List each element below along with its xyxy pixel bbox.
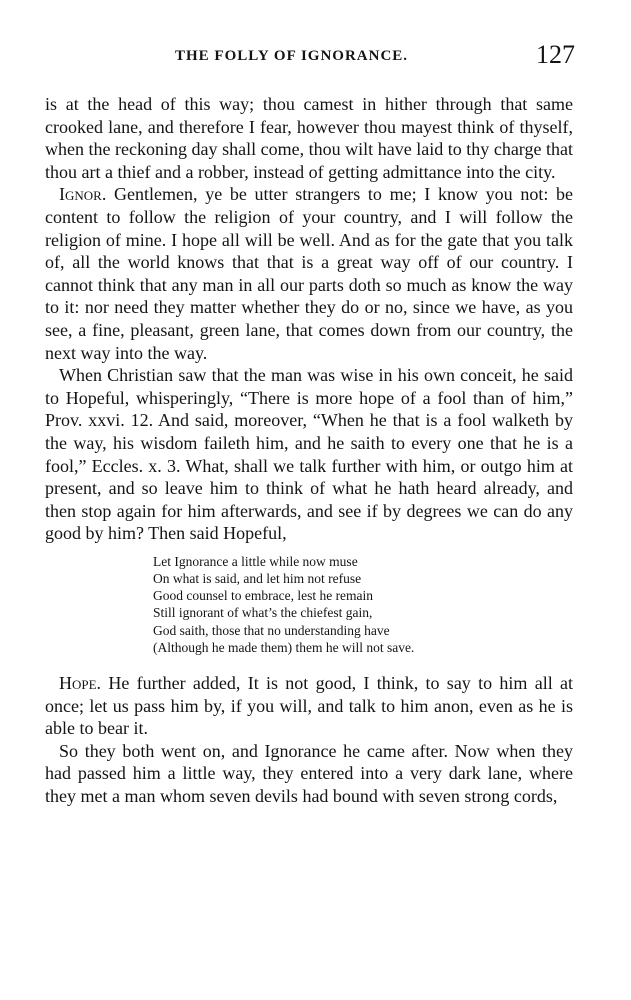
paragraph-1: is at the head of this way; thou camest in hither through that same crooked lane, and therefore I fear, however thou mayest think of thyself, when the reckoning day shall come, thou wilt have laid to thy charge that thou art a thief and a robber, instead of getting admittance into the city. (45, 94, 573, 182)
verse-line: On what is said, and let him not refuse (153, 571, 362, 587)
paragraph-2 (45, 183, 573, 364)
paragraph-2-text: Gentlemen, ye be utter strangers to me; I know you not: be content to follow the religion of your country, and I will follow the religion of mine. I hope all will be well. And as for the gate that you talk of, all the world knows that that is a great way off of our country. I cannot think that any man in all our parts doth so much as know the way to it: nor need they matter whether they do or no, since we have, as you see, a fine, pleasant, green lane, that comes down from our country, the next way into the way. (45, 184, 573, 363)
verse-line: God saith, those that no understanding have (153, 622, 390, 638)
speaker-hope: Hope. (59, 673, 102, 694)
body-text (45, 93, 573, 808)
page-number: 127 (536, 40, 575, 69)
paragraph-3: When Christian saw that the man was wise in his own conceit, he said to Hopeful, whisperingly, “There is more hope of a fool than of him,” Prov. xxvi. 12. And said, moreover, “When he that is a fool walketh by the way, his wisdom faileth him, and he saith to every one that he is a fool,” Eccles. x. 3. What, shall we talk further with him, or outgo him at present, and so leave him to think of what he hath heard already, and then stop again for him afterwards, and see if by degrees we can do any good by him? Then said Hopeful, (45, 365, 573, 544)
page-header (45, 40, 575, 76)
verse-line: Still ignorant of what’s the chiefest gain, (153, 605, 373, 621)
paragraph-4 (45, 672, 573, 740)
paragraph-5: So they both went on, and Ignorance he came after. Now when they had passed him a little way, they entered into a very dark lane, where they met a man whom seven devils had bound with seven strong cords, (45, 740, 573, 807)
running-title: THE FOLLY OF IGNORANCE. (175, 48, 409, 64)
verse-line: (Although he made them) them he will not save. (153, 639, 415, 655)
verse-block (153, 553, 573, 656)
verse-line: Let Ignorance a little while now muse (153, 553, 358, 569)
paragraph-4-text: He further added, It is not good, I think, to say to him all at once; let us pass him by, if you will, and talk to him anon, even as he is able to bear it. (45, 673, 573, 739)
speaker-ignorance: Ignor. (59, 184, 107, 205)
verse-line: Good counsel to embrace, lest he remain (153, 588, 374, 604)
